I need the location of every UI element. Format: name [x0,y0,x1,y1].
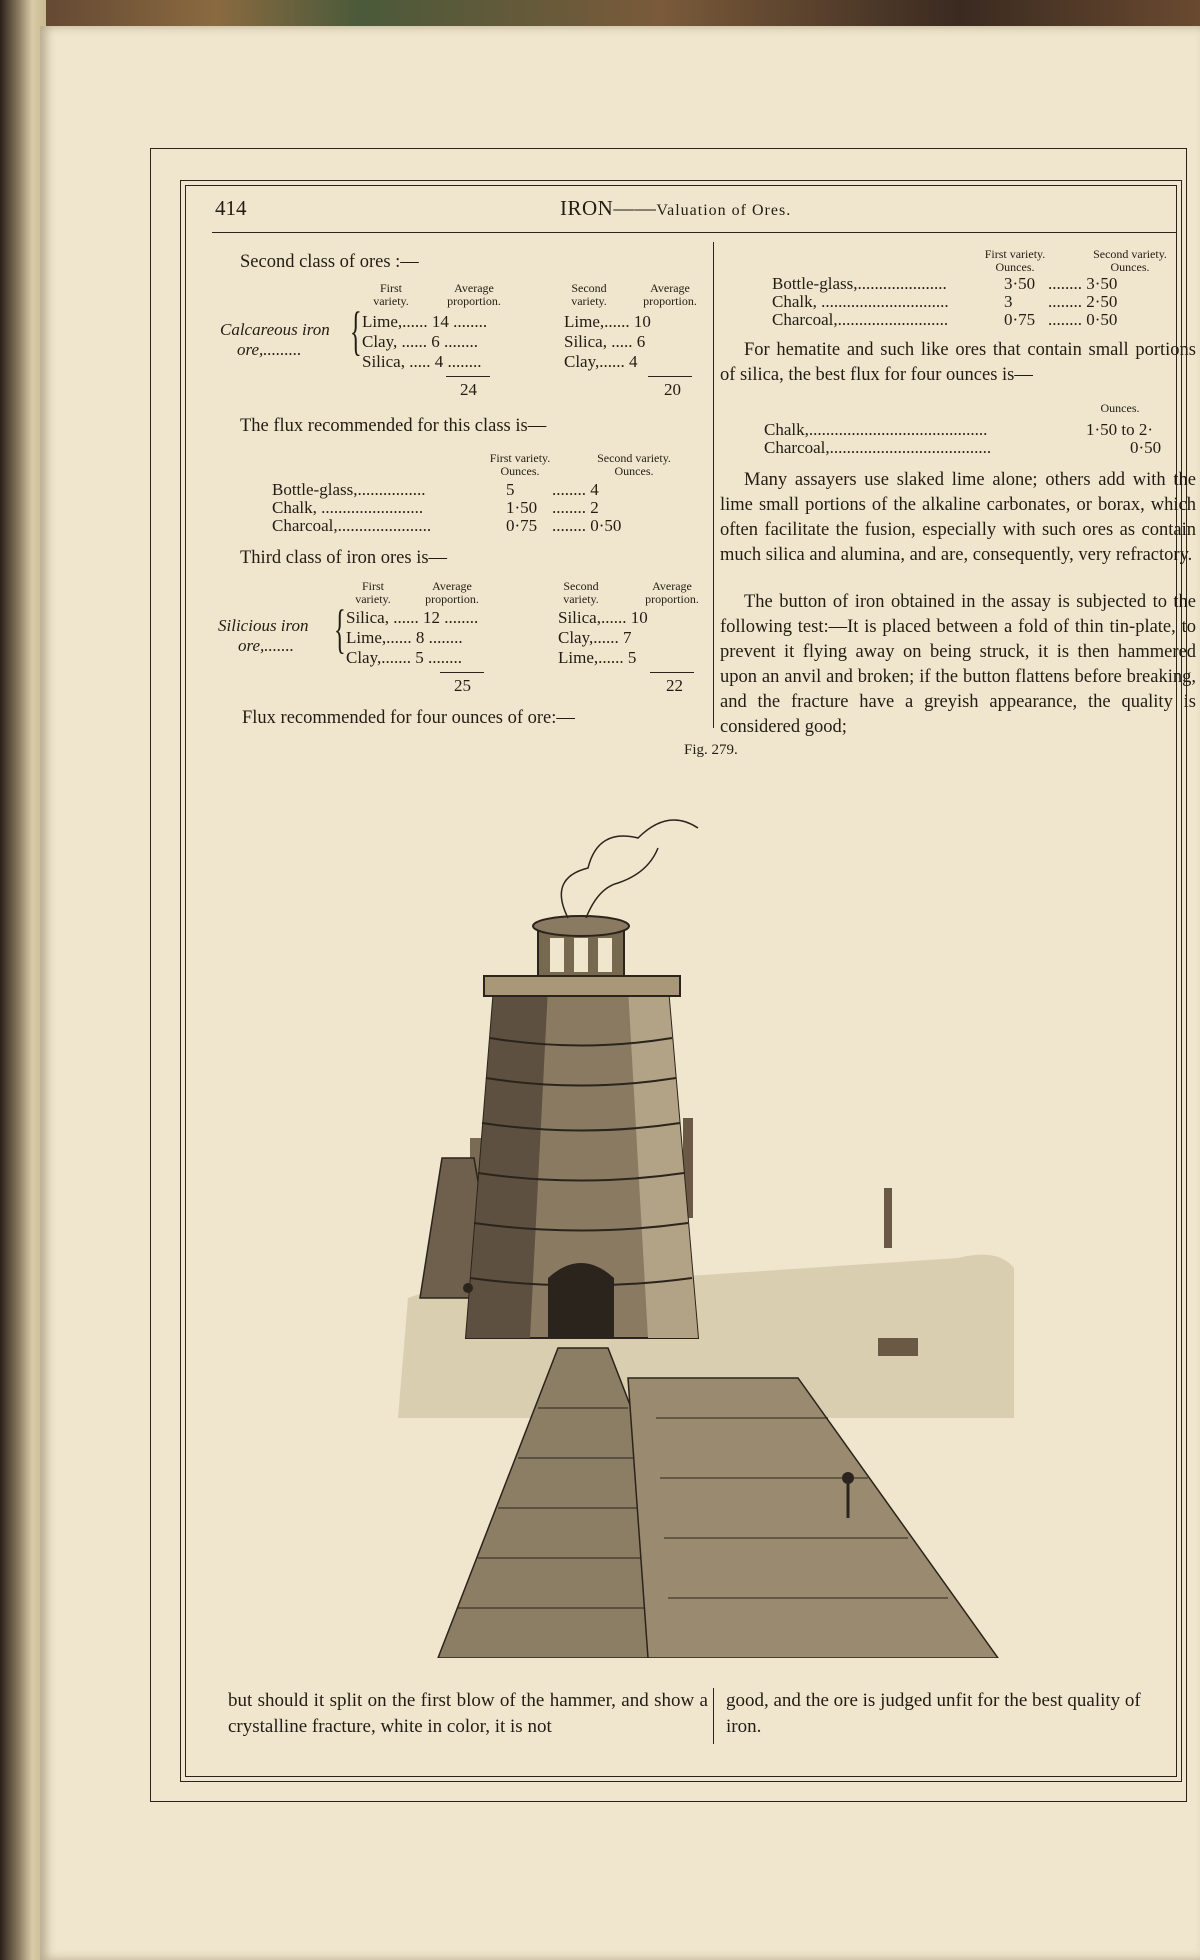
flux-heading: The flux recommended for this class is— [240,416,547,436]
row-label: Calcareous iron [220,320,330,339]
figure-caption: Fig. 279. [684,742,738,758]
paragraph-assayers: Many assayers use slaked lime alone; others add with the lime small portions of the alkaline carbonates, or borax, which often facilitate the fusion, especially with such ores as contain much silica and alumina, and are, consequently, very refractory. [720,470,1196,565]
brace: { [334,599,346,659]
bottom-left-text: but should it split on the first blow of the hammer, and show a crystalline fracture, white in color, it is not [228,1690,708,1737]
flux-four-heading: Flux recommended for four ounces of ore:— [242,708,575,728]
paragraph-button-test: The button of iron obtained in the assay is subjected to the following test:—It is placed between a fold of thin tin-plate, to prevent it flying away on being struck, it is then hammered upon an anvil and broken; if the button flattens before breaking, and the fracture have a greyish appearance, the quality is considered good; [720,592,1196,737]
table-cell: Silica, ..... 6 [564,332,646,351]
row-label: ore,....... [238,636,295,655]
bottom-right-text: good, and the ore is judged unfit for the best quality of iron. [726,1690,1141,1737]
running-title: IRON——Valuation of Ores. [560,196,792,220]
row-label: ore,......... [237,340,302,359]
furnace-illustration [398,778,1014,1658]
table-cell: Clay,...... 4 [564,352,638,371]
running-header [215,196,1175,226]
column-divider [713,242,714,728]
scanned-page: 414 IRON——Valuation of Ores. Second class of ores :— First variety. Average proportion. Second variety. Average proportion. Calcareous iron ore,......... { Lime,...... 14 ........ Clay, ...... 6 ........ Silica, ..... 4 ........ Lime,...... 10 Silica, ..... 6 Clay,...... 4 24 20 The flux recommended for this class is— First variety. Ounces. Second variety. Ounces. Bottle-glass,................ 5 ........ 4 Chalk, ........................ 1·50 ........ 2 Charcoal,...................... 0·75 ........ 0·50 Third class of iron ores is— First variety. Average proportion. Second variety. Average proportion. Silicious iron ore,....... { Silica, ...... 12 ........ Lime,...... 8 ........ Clay,....... 5 ........ Silica,...... 10 Clay,...... 7 Lime,...... 5 25 22 Flux recommended for four ounces of ore:— First variety. Ounces. Second variety. Ounces. Bottle-glass,..................... 3·50 ........ 3·50 Chalk, .............................. 3 ........ 2·50 Charcoal,.......................... 0·75 ........ 0·50 For hematite and such like ores that contain small portions of silica, the best flux for four ounces is— Ounces. Chalk,.......................................... 1·50 to 2· Charcoal,...................................... 0·50 Many assayers use slaked lime alone; others add with the lime small portions of the alkaline carbonates, or borax, which often facilitate the fusion, especially with such ores as contain much silica and alumina, and are, consequently, very refractory. The button of iron obtained in the assay is subjected to the following test:—It is placed between a fold of thin tin-plate, to prevent it flying away on being struck, it is then hammered upon an anvil and broken; if the button flattens before breaking, and the fracture have a greyish appearance, the quality is considered good; Fig. 279. but should it split on the first blow of the hammer, and show a crystalline fracture, white in color, it is not good, and the ore is judged unfit for the best quality of iron. [0,0,1200,1960]
hematite-paragraph: For hematite and such like ores that contain small portions of silica, the best flux for four ounces is— [720,340,1196,385]
table-cell: Silica, ..... 4 ........ [362,352,482,371]
table-total: 20 [664,380,681,399]
row-label: Silicious iron [218,616,309,635]
table-total: 24 [460,380,477,399]
header-rule [212,232,1176,233]
table-cell: Lime,...... 10 [564,312,651,331]
brace: { [350,301,362,361]
table-cell: Clay, ...... 6 ........ [362,332,479,351]
table-cell: Lime,...... 14 ........ [362,312,488,331]
page-number: 414 [215,196,247,220]
column-divider-bottom [713,1688,714,1744]
second-class-heading: Second class of ores :— [240,252,419,272]
third-class-heading: Third class of iron ores is— [240,548,448,568]
